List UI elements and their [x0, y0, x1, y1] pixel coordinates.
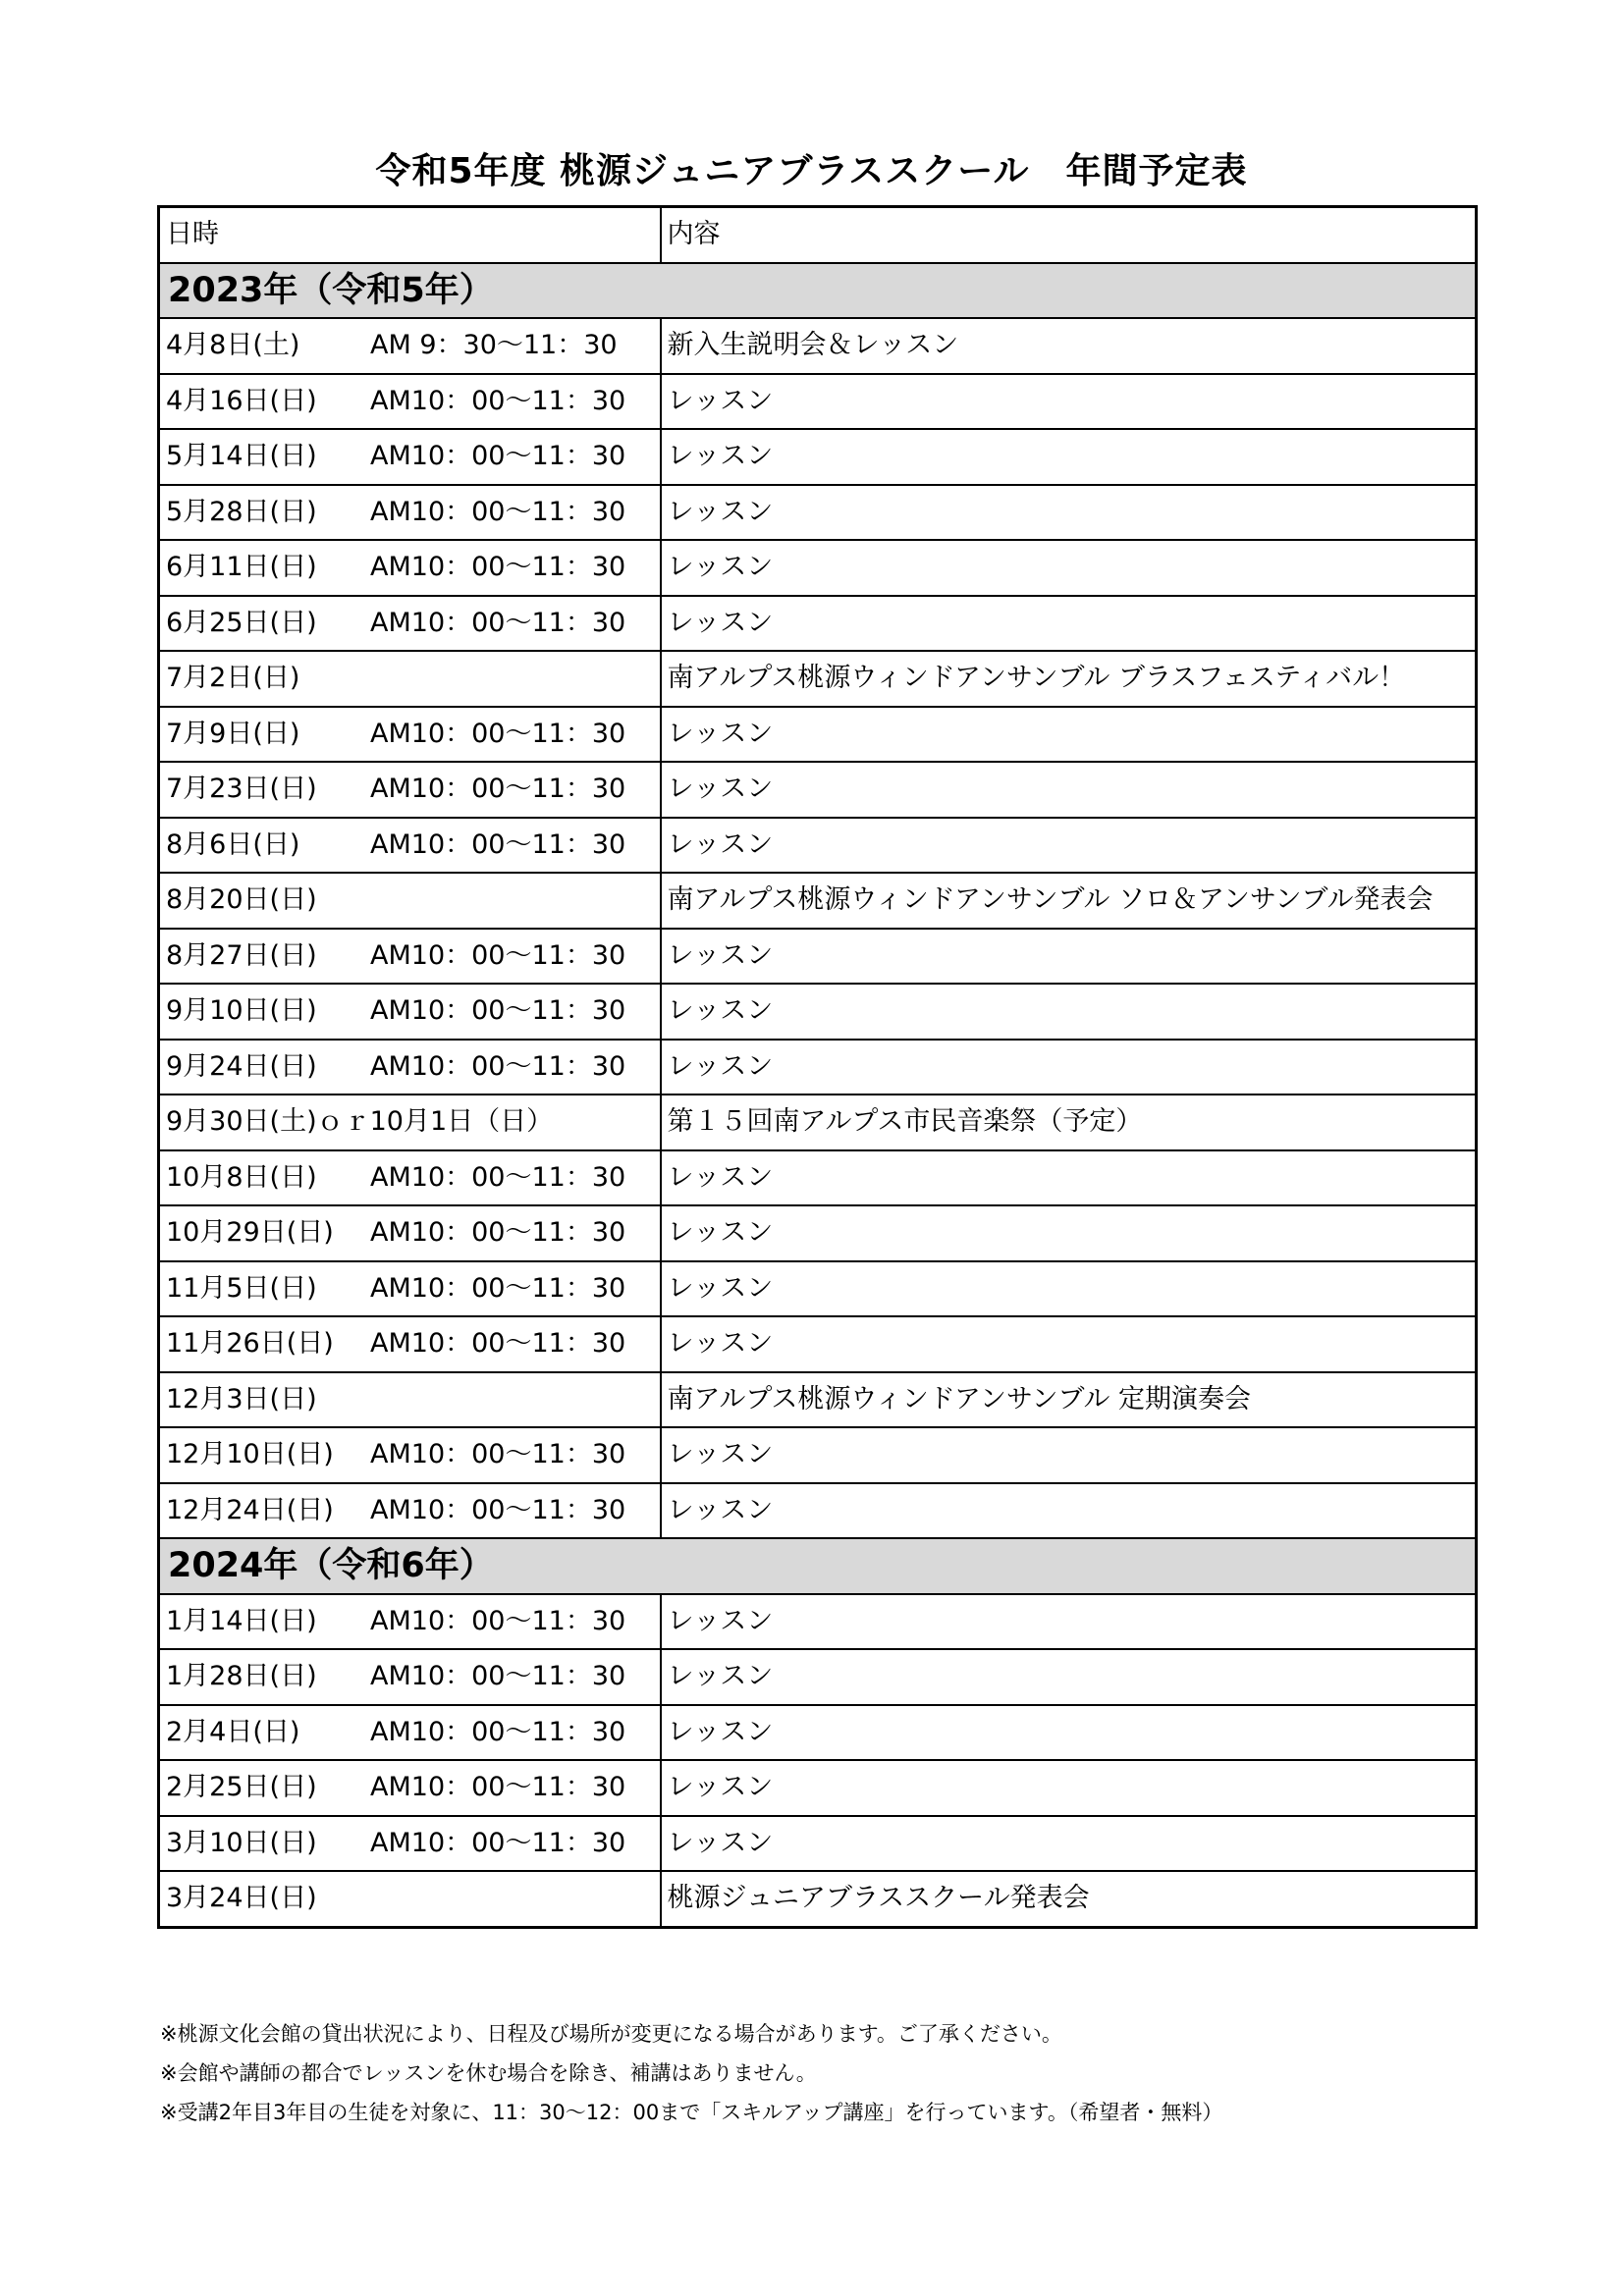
table-row: [159, 1372, 1477, 1428]
table-row: [159, 1483, 1477, 1539]
year-row: [159, 1538, 1477, 1594]
date-text: 2月4日(日): [166, 1716, 300, 1747]
content-cell: レッスン: [661, 429, 1477, 485]
table-row: [159, 1594, 1477, 1650]
time-text: AM10：00～11：30: [370, 1272, 626, 1304]
table-row: [159, 1040, 1477, 1095]
table-row: [159, 485, 1477, 541]
date-text: 8月20日(日): [166, 884, 317, 916]
content-cell: レッスン: [661, 1150, 1477, 1206]
date-cell: [159, 540, 661, 596]
date-cell: [159, 1649, 661, 1705]
time-text: AM10：00～11：30: [370, 496, 626, 527]
date-text: 1月14日(日): [166, 1605, 317, 1636]
schedule-body: [159, 207, 1477, 1928]
date-cell: [159, 818, 661, 874]
date-cell: [159, 1483, 661, 1539]
content-cell: レッスン: [661, 1316, 1477, 1372]
date-cell: [159, 651, 661, 707]
date-cell: [159, 429, 661, 485]
table-row: [159, 1095, 1477, 1150]
date-cell: [159, 318, 661, 374]
time-text: AM10：00～11：30: [370, 774, 626, 805]
date-cell: [159, 1705, 661, 1761]
date-text: 9月10日(日): [166, 995, 317, 1027]
table-row: [159, 540, 1477, 596]
time-text: AM10：00～11：30: [370, 1716, 626, 1747]
note: ※桃源文化会館の貸出状況により、日程及び場所が変更になる場合があります。ご了承ください。: [160, 2022, 1062, 2046]
date-text: 12月10日(日): [166, 1439, 334, 1470]
content-cell: レッスン: [661, 596, 1477, 652]
time-text: AM10：00～11：30: [370, 1772, 626, 1803]
date-text: 7月9日(日): [166, 718, 300, 749]
date-cell: [159, 1261, 661, 1317]
table-row: [159, 1816, 1477, 1872]
content-cell: 南アルプス桃源ウィンドアンサンブル ブラスフェスティバル！: [661, 651, 1477, 707]
table-row: [159, 929, 1477, 985]
date-text: 8月27日(日): [166, 939, 317, 971]
date-text: 3月24日(日): [166, 1883, 317, 1914]
time-text: AM10：00～11：30: [370, 1217, 626, 1249]
time-text: AM10：00～11：30: [370, 1161, 626, 1193]
time-text: AM10：00～11：30: [370, 1827, 626, 1858]
content-cell: レッスン: [661, 1816, 1477, 1872]
note: ※受講2年目3年目の生徒を対象に、11：30～12：00まで「スキルアップ講座」を行っています。（希望者・無料）: [160, 2101, 1223, 2124]
time-text: AM10：00～11：30: [370, 939, 626, 971]
content-cell: 南アルプス桃源ウィンドアンサンブル 定期演奏会: [661, 1372, 1477, 1428]
time-text: AM10：00～11：30: [370, 1050, 626, 1082]
date-cell: [159, 485, 661, 541]
date-cell: [159, 984, 661, 1040]
time-text: AM10：00～11：30: [370, 1494, 626, 1525]
date-text: 12月24日(日): [166, 1494, 334, 1525]
date-text: 1月28日(日): [166, 1661, 317, 1692]
table-row: [159, 984, 1477, 1040]
header-date: 日時: [159, 207, 661, 263]
content-cell: レッスン: [661, 1261, 1477, 1317]
date-text: 3月10日(日): [166, 1827, 317, 1858]
content-cell: レッスン: [661, 1760, 1477, 1816]
table-row: [159, 818, 1477, 874]
table-row: [159, 1316, 1477, 1372]
table-row: [159, 1261, 1477, 1317]
table-row: [159, 1427, 1477, 1483]
content-cell: 第１５回南アルプス市民音楽祭（予定）: [661, 1095, 1477, 1150]
time-text: AM10：00～11：30: [370, 1328, 626, 1360]
table-row: [159, 318, 1477, 374]
date-text: 4月8日(土): [166, 330, 300, 361]
header-row: [159, 207, 1477, 263]
content-cell: レッスン: [661, 374, 1477, 430]
date-text: 10月8日(日): [166, 1161, 317, 1193]
date-text: 10月29日(日): [166, 1217, 334, 1249]
header-content: 内容: [661, 207, 1477, 263]
date-cell: [159, 1871, 661, 1927]
date-cell: [159, 1150, 661, 1206]
year-heading: 2024年（令和6年）: [159, 1538, 1477, 1594]
table-row: [159, 1760, 1477, 1816]
date-cell: [159, 1816, 661, 1872]
time-text: AM10：00～11：30: [370, 441, 626, 472]
date-text: 5月28日(日): [166, 496, 317, 527]
date-cell: [159, 762, 661, 818]
content-cell: レッスン: [661, 1594, 1477, 1650]
date-text: 7月23日(日): [166, 774, 317, 805]
time-text: AM10：00～11：30: [370, 1605, 626, 1636]
content-cell: レッスン: [661, 485, 1477, 541]
year-row: [159, 263, 1477, 319]
time-text: AM10：00～11：30: [370, 828, 626, 860]
content-cell: レッスン: [661, 1649, 1477, 1705]
content-cell: レッスン: [661, 1040, 1477, 1095]
content-cell: 南アルプス桃源ウィンドアンサンブル ソロ＆アンサンブル発表会: [661, 873, 1477, 929]
date-cell: [159, 929, 661, 985]
date-text: 9月24日(日): [166, 1050, 317, 1082]
content-cell: レッスン: [661, 762, 1477, 818]
time-text: AM10：00～11：30: [370, 1439, 626, 1470]
date-cell: [159, 873, 661, 929]
date-cell: [159, 707, 661, 763]
date-text: 4月16日(日): [166, 385, 317, 416]
date-text: 11月5日(日): [166, 1272, 317, 1304]
date-text: 5月14日(日): [166, 441, 317, 472]
table-row: [159, 1871, 1477, 1927]
content-cell: レッスン: [661, 929, 1477, 985]
content-cell: レッスン: [661, 1705, 1477, 1761]
table-row: [159, 651, 1477, 707]
content-cell: レッスン: [661, 818, 1477, 874]
content-cell: レッスン: [661, 1483, 1477, 1539]
table-row: [159, 1705, 1477, 1761]
date-cell: [159, 596, 661, 652]
schedule-table: [157, 205, 1478, 1929]
document-title: 令和5年度 桃源ジュニアブラススクール 年間予定表: [375, 151, 1248, 191]
content-cell: レッスン: [661, 1427, 1477, 1483]
time-text: AM10：00～11：30: [370, 552, 626, 583]
date-cell: [159, 1760, 661, 1816]
content-cell: レッスン: [661, 984, 1477, 1040]
date-cell: [159, 1427, 661, 1483]
year-heading: 2023年（令和5年）: [159, 263, 1477, 319]
date-text: 8月6日(日): [166, 828, 300, 860]
date-text: 12月3日(日): [166, 1383, 317, 1415]
time-text: AM10：00～11：30: [370, 1661, 626, 1692]
date-cell: [159, 374, 661, 430]
table-row: [159, 1150, 1477, 1206]
time-text: AM10：00～11：30: [370, 718, 626, 749]
table-row: [159, 707, 1477, 763]
time-text: AM10：00～11：30: [370, 995, 626, 1027]
date-cell: [159, 1372, 661, 1428]
content-cell: レッスン: [661, 1205, 1477, 1261]
table-row: [159, 596, 1477, 652]
notes: [160, 2014, 1476, 2132]
table-row: [159, 1649, 1477, 1705]
date-cell: [159, 1040, 661, 1095]
content-cell: 新入生説明会＆レッスン: [661, 318, 1477, 374]
table-row: [159, 429, 1477, 485]
content-cell: レッスン: [661, 540, 1477, 596]
date-text: 7月2日(日): [166, 663, 300, 694]
note: ※会館や講師の都合でレッスンを休む場合を除き、補講はありません。: [160, 2061, 817, 2085]
time-text: AM 9：30～11：30: [370, 330, 618, 361]
date-text: 11月26日(日): [166, 1328, 334, 1360]
content-cell: レッスン: [661, 707, 1477, 763]
time-text: AM10：00～11：30: [370, 385, 626, 416]
table-row: [159, 873, 1477, 929]
date-text: 2月25日(日): [166, 1772, 317, 1803]
date-text: 9月30日(土)ｏｒ10月1日（日）: [166, 1106, 554, 1138]
date-cell: [159, 1316, 661, 1372]
date-cell: [159, 1594, 661, 1650]
date-text: 6月11日(日): [166, 552, 317, 583]
time-text: AM10：00～11：30: [370, 607, 626, 638]
content-cell: 桃源ジュニアブラススクール発表会: [661, 1871, 1477, 1927]
date-text: 6月25日(日): [166, 607, 317, 638]
date-cell: [159, 1205, 661, 1261]
table-row: [159, 374, 1477, 430]
table-row: [159, 1205, 1477, 1261]
date-cell: [159, 1095, 661, 1150]
table-row: [159, 762, 1477, 818]
